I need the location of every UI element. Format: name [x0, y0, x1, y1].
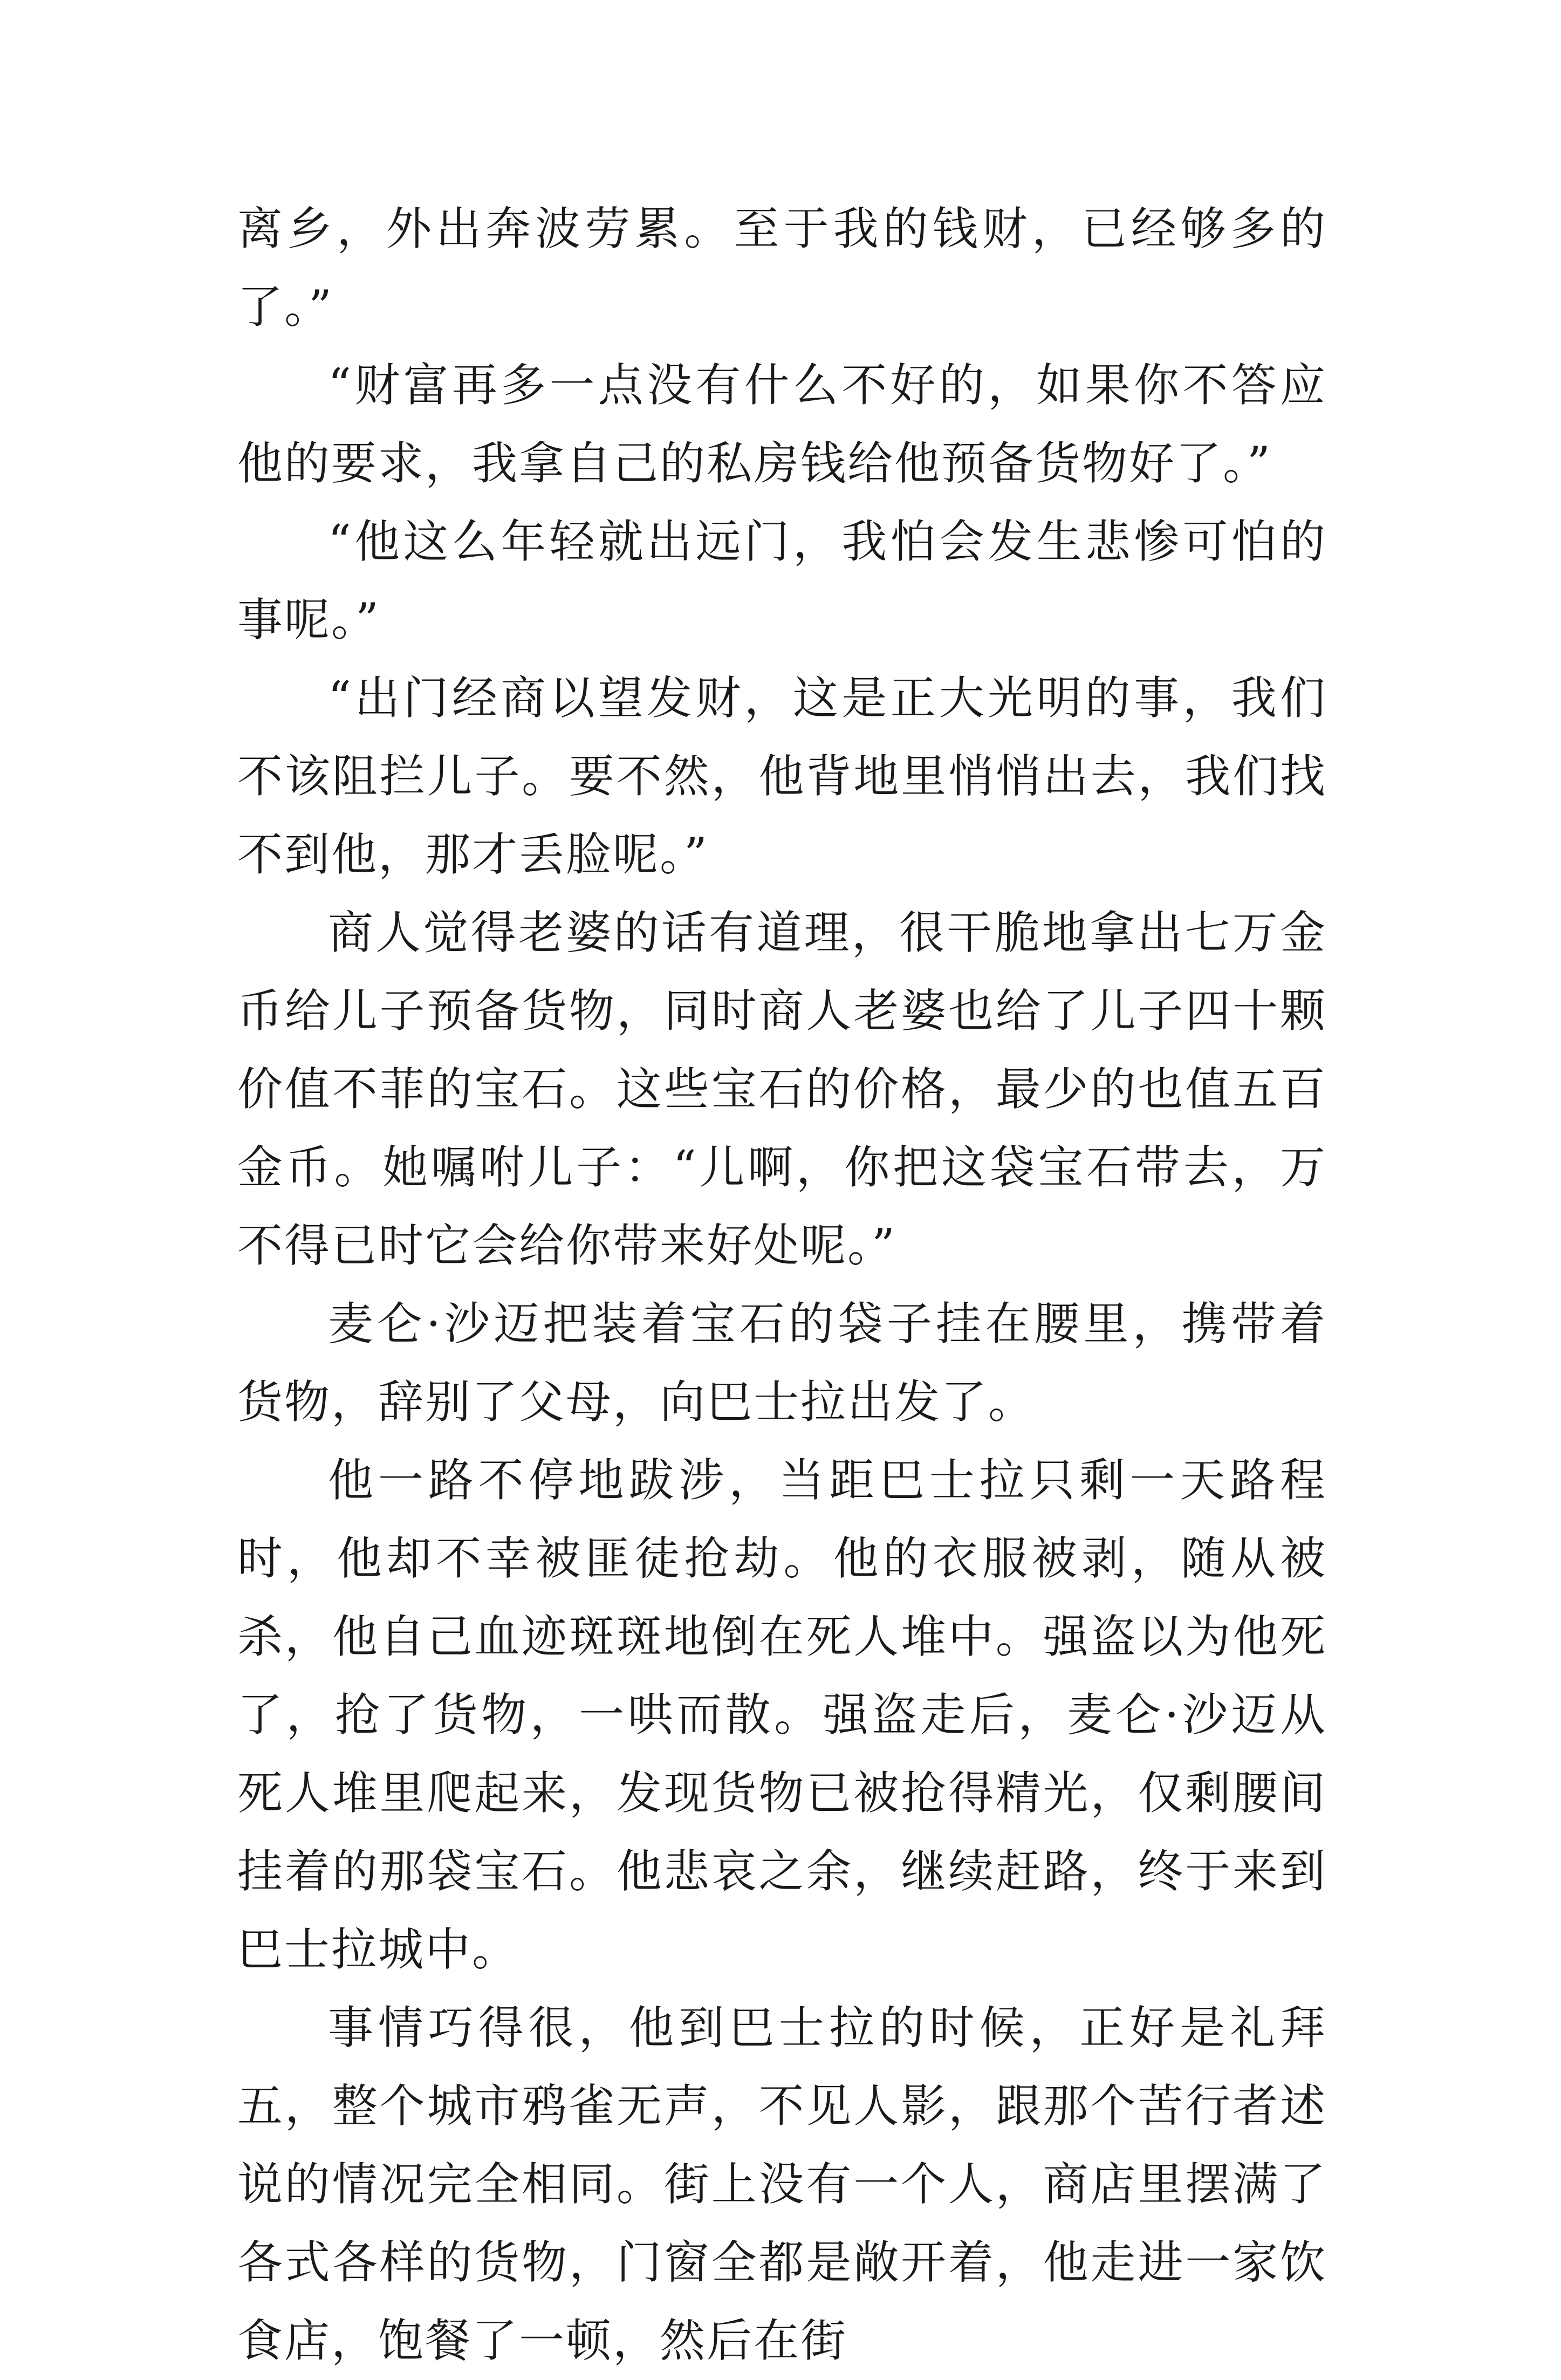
paragraph-8: 事情巧得很，他到巴士拉的时候，正好是礼拜五，整个城市鸦雀无声，不见人影，跟那个苦行者述说的情况完全相同。街上没有一个人，商店里摆满了各式各样的货物，门窗全都是敞开着，他走进一家饮食店，饱餐了一顿，然后在街	[237, 2001, 1327, 2367]
paragraph-6: 麦仑·沙迈把装着宝石的袋子挂在腰里，携带着货物，辞别了父母，向巴士拉出发了。	[237, 1297, 1327, 1428]
paragraph-5: 商人觉得老婆的话有道理，很干脆地拿出七万金币给儿子预备货物，同时商人老婆也给了儿子四十颗价值不菲的宝石。这些宝石的价格，最少的也值五百金币。她嘱咐儿子：“儿啊，你把这袋宝石带去，万不得已时它会给你带来好处呢。”	[237, 906, 1327, 1272]
paragraph-7: 他一路不停地跋涉，当距巴士拉只剩一天路程时，他却不幸被匪徒抢劫。他的衣服被剥，随从被杀，他自己血迹斑斑地倒在死人堆中。强盗以为他死了，抢了货物，一哄而散。强盗走后，麦仑·沙迈从死人堆里爬起来，发现货物已被抢得精光，仅剩腰间挂着的那袋宝石。他悲哀之余，继续赶路，终于来到巴士拉城中。	[237, 1454, 1327, 1976]
body-text	[237, 190, 1327, 2380]
paragraph-4: “出门经商以望发财，这是正大光明的事，我们不该阻拦儿子。要不然，他背地里悄悄出去，我们找不到他，那才丢脸呢。”	[237, 672, 1327, 881]
paragraph-1: 离乡，外出奔波劳累。至于我的钱财，已经够多的了。”	[237, 202, 1327, 333]
paragraph-3: “他这么年轻就出远门，我怕会发生悲惨可怕的事呢。”	[237, 515, 1327, 646]
paragraph-2: “财富再多一点没有什么不好的，如果你不答应他的要求，我拿自己的私房钱给他预备货物好了。”	[237, 359, 1327, 490]
